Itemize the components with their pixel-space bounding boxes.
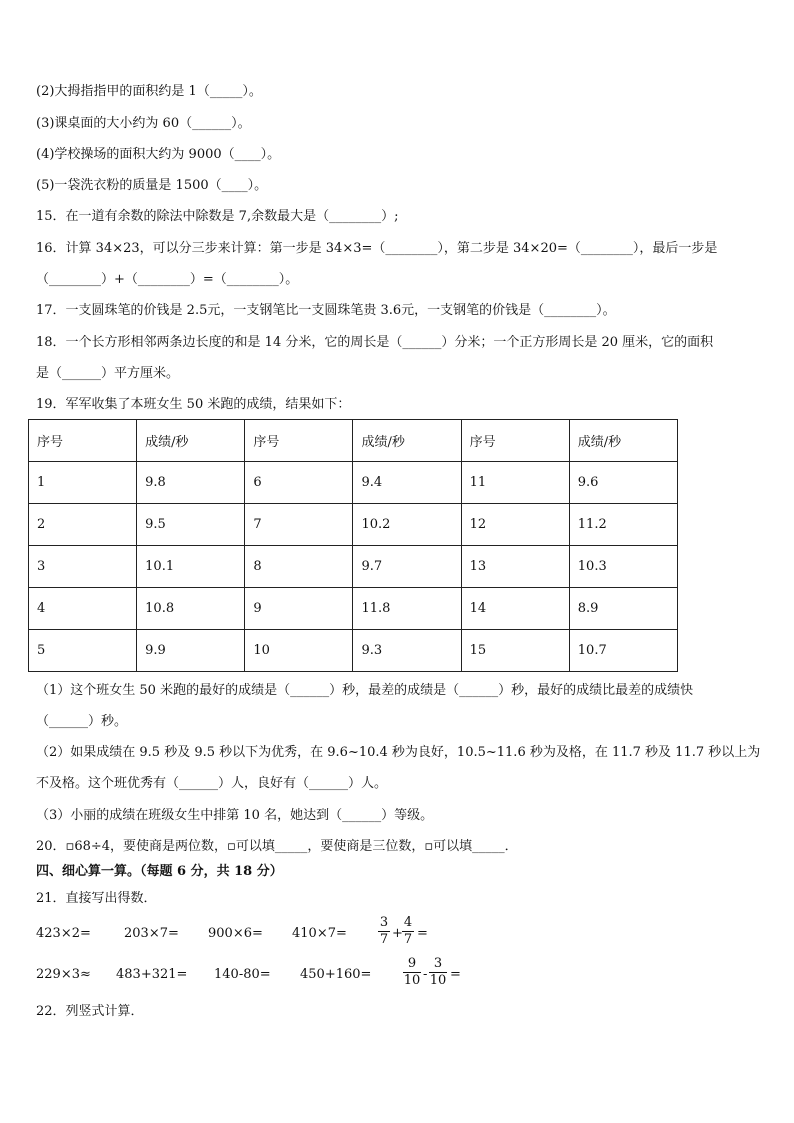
question-19-3: （3）小丽的成绩在班级女生中排第 10 名，她达到（______）等级。 bbox=[36, 808, 434, 823]
question-16-line-1: 16．计算 34×23，可以分三步来计算：第一步是 34×3=（________），第二步是 34×20=（________），最后一步是 bbox=[36, 241, 718, 256]
table-header-row bbox=[29, 420, 678, 462]
plus-operator: + bbox=[392, 926, 403, 941]
scores-table bbox=[28, 419, 678, 672]
table-row bbox=[29, 546, 678, 588]
table-cell: 12 bbox=[461, 504, 569, 546]
calc-item: 900×6= bbox=[208, 926, 263, 941]
table-cell: 9.6 bbox=[569, 462, 677, 504]
table-cell: 13 bbox=[461, 546, 569, 588]
table-header-cell: 成绩/秒 bbox=[353, 420, 461, 462]
table-cell: 9.7 bbox=[353, 546, 461, 588]
question-16-line-2: （________）+（________）=（________）。 bbox=[36, 272, 299, 287]
fraction-3-10 bbox=[428, 956, 448, 989]
table-header-cell: 序号 bbox=[245, 420, 353, 462]
table-cell: 10.2 bbox=[353, 504, 461, 546]
question-20: 20．▫68÷4，要使商是两位数，▫可以填_____，要使商是三位数，▫可以填_____． bbox=[36, 839, 518, 854]
table-cell: 10.8 bbox=[137, 588, 245, 630]
table-row bbox=[29, 462, 678, 504]
question-21: 21．直接写出得数． bbox=[36, 891, 157, 906]
fraction-numerator: 3 bbox=[379, 915, 389, 930]
table-cell: 11.2 bbox=[569, 504, 677, 546]
item-4-line: (4)学校操场的面积大约为 9000（____）。 bbox=[36, 147, 281, 162]
table-cell: 9.4 bbox=[353, 462, 461, 504]
table-cell: 8 bbox=[245, 546, 353, 588]
question-19-1-line-1: （1）这个班女生 50 米跑的最好的成绩是（______）秒，最差的成绩是（______）秒，最好的成绩比最差的成绩快 bbox=[36, 683, 694, 698]
fraction-denominator: 10 bbox=[429, 973, 447, 988]
table-cell: 9.5 bbox=[137, 504, 245, 546]
table-cell: 5 bbox=[29, 630, 137, 672]
table-cell: 6 bbox=[245, 462, 353, 504]
table-row bbox=[29, 630, 678, 672]
table-cell: 14 bbox=[461, 588, 569, 630]
fraction-numerator: 3 bbox=[433, 956, 443, 971]
calc-item: 410×7= bbox=[292, 926, 347, 941]
table-cell: 9.3 bbox=[353, 630, 461, 672]
equals-sign: = bbox=[450, 967, 461, 982]
table-header-cell: 序号 bbox=[461, 420, 569, 462]
item-3-line: (3)课桌面的大小约为 60（______）。 bbox=[36, 116, 251, 131]
table-cell: 8.9 bbox=[569, 588, 677, 630]
question-17: 17．一支圆珠笔的价钱是 2.5元，一支钢笔比一支圆珠笔贵 3.6元，一支钢笔的价钱是（________）。 bbox=[36, 303, 616, 318]
calc-item: 229×3≈ bbox=[36, 967, 91, 982]
table-cell: 3 bbox=[29, 546, 137, 588]
question-19-1-line-2: （______）秒。 bbox=[36, 714, 128, 729]
question-18-line-2: 是（______）平方厘米。 bbox=[36, 366, 180, 381]
table-cell: 9 bbox=[245, 588, 353, 630]
table-cell: 10.3 bbox=[569, 546, 677, 588]
table-row bbox=[29, 504, 678, 546]
fraction-denominator: 7 bbox=[379, 932, 389, 947]
question-19: 19．军军收集了本班女生 50 米跑的成绩，结果如下： bbox=[36, 397, 351, 412]
table-row bbox=[29, 588, 678, 630]
calc-item: 450+160= bbox=[300, 967, 372, 982]
calc-item: 203×7= bbox=[124, 926, 179, 941]
table-cell: 11 bbox=[461, 462, 569, 504]
table-cell: 7 bbox=[245, 504, 353, 546]
table-header-cell: 成绩/秒 bbox=[569, 420, 677, 462]
item-2-line: (2)大拇指指甲的面积约是 1（_____）。 bbox=[36, 84, 262, 99]
table-cell: 1 bbox=[29, 462, 137, 504]
table-cell: 10.1 bbox=[137, 546, 245, 588]
calc-item: 483+321= bbox=[116, 967, 188, 982]
fraction-denominator: 7 bbox=[403, 932, 413, 947]
table-cell: 10 bbox=[245, 630, 353, 672]
table-cell: 2 bbox=[29, 504, 137, 546]
fraction-3-7 bbox=[377, 915, 391, 948]
equals-sign: = bbox=[417, 926, 428, 941]
fraction-numerator: 9 bbox=[407, 956, 417, 971]
fraction-9-10 bbox=[402, 956, 422, 989]
fraction-numerator: 4 bbox=[403, 915, 413, 930]
table-cell: 10.7 bbox=[569, 630, 677, 672]
fraction-4-7 bbox=[401, 915, 415, 948]
calc-item: 140-80= bbox=[214, 967, 271, 982]
table-cell: 9.9 bbox=[137, 630, 245, 672]
table-cell: 15 bbox=[461, 630, 569, 672]
section-4-heading: 四、细心算一算。（每题 6 分，共 18 分） bbox=[36, 864, 283, 879]
table-cell: 9.8 bbox=[137, 462, 245, 504]
item-5-line: (5)一袋洗衣粉的质量是 1500（____）。 bbox=[36, 178, 268, 193]
question-22: 22．列竖式计算． bbox=[36, 1004, 144, 1019]
minus-operator: - bbox=[423, 967, 428, 982]
table-header-cell: 成绩/秒 bbox=[137, 420, 245, 462]
question-15: 15．在一道有余数的除法中除数是 7,余数最大是（________）; bbox=[36, 209, 399, 224]
question-19-2-line-2: 不及格。这个班优秀有（______）人，良好有（______）人。 bbox=[36, 776, 388, 791]
table-header-cell: 序号 bbox=[29, 420, 137, 462]
calc-item: 423×2= bbox=[36, 926, 91, 941]
table-cell: 4 bbox=[29, 588, 137, 630]
table-cell: 11.8 bbox=[353, 588, 461, 630]
question-19-2-line-1: （2）如果成绩在 9.5 秒及 9.5 秒以下为优秀，在 9.6~10.4 秒为良好，10.5~11.6 秒为及格，在 11.7 秒及 11.7 秒以上为 bbox=[36, 745, 761, 760]
question-18-line-1: 18．一个长方形相邻两条边长度的和是 14 分米，它的周长是（______）分米；一个正方形周长是 20 厘米，它的面积 bbox=[36, 335, 714, 350]
fraction-denominator: 10 bbox=[403, 973, 421, 988]
